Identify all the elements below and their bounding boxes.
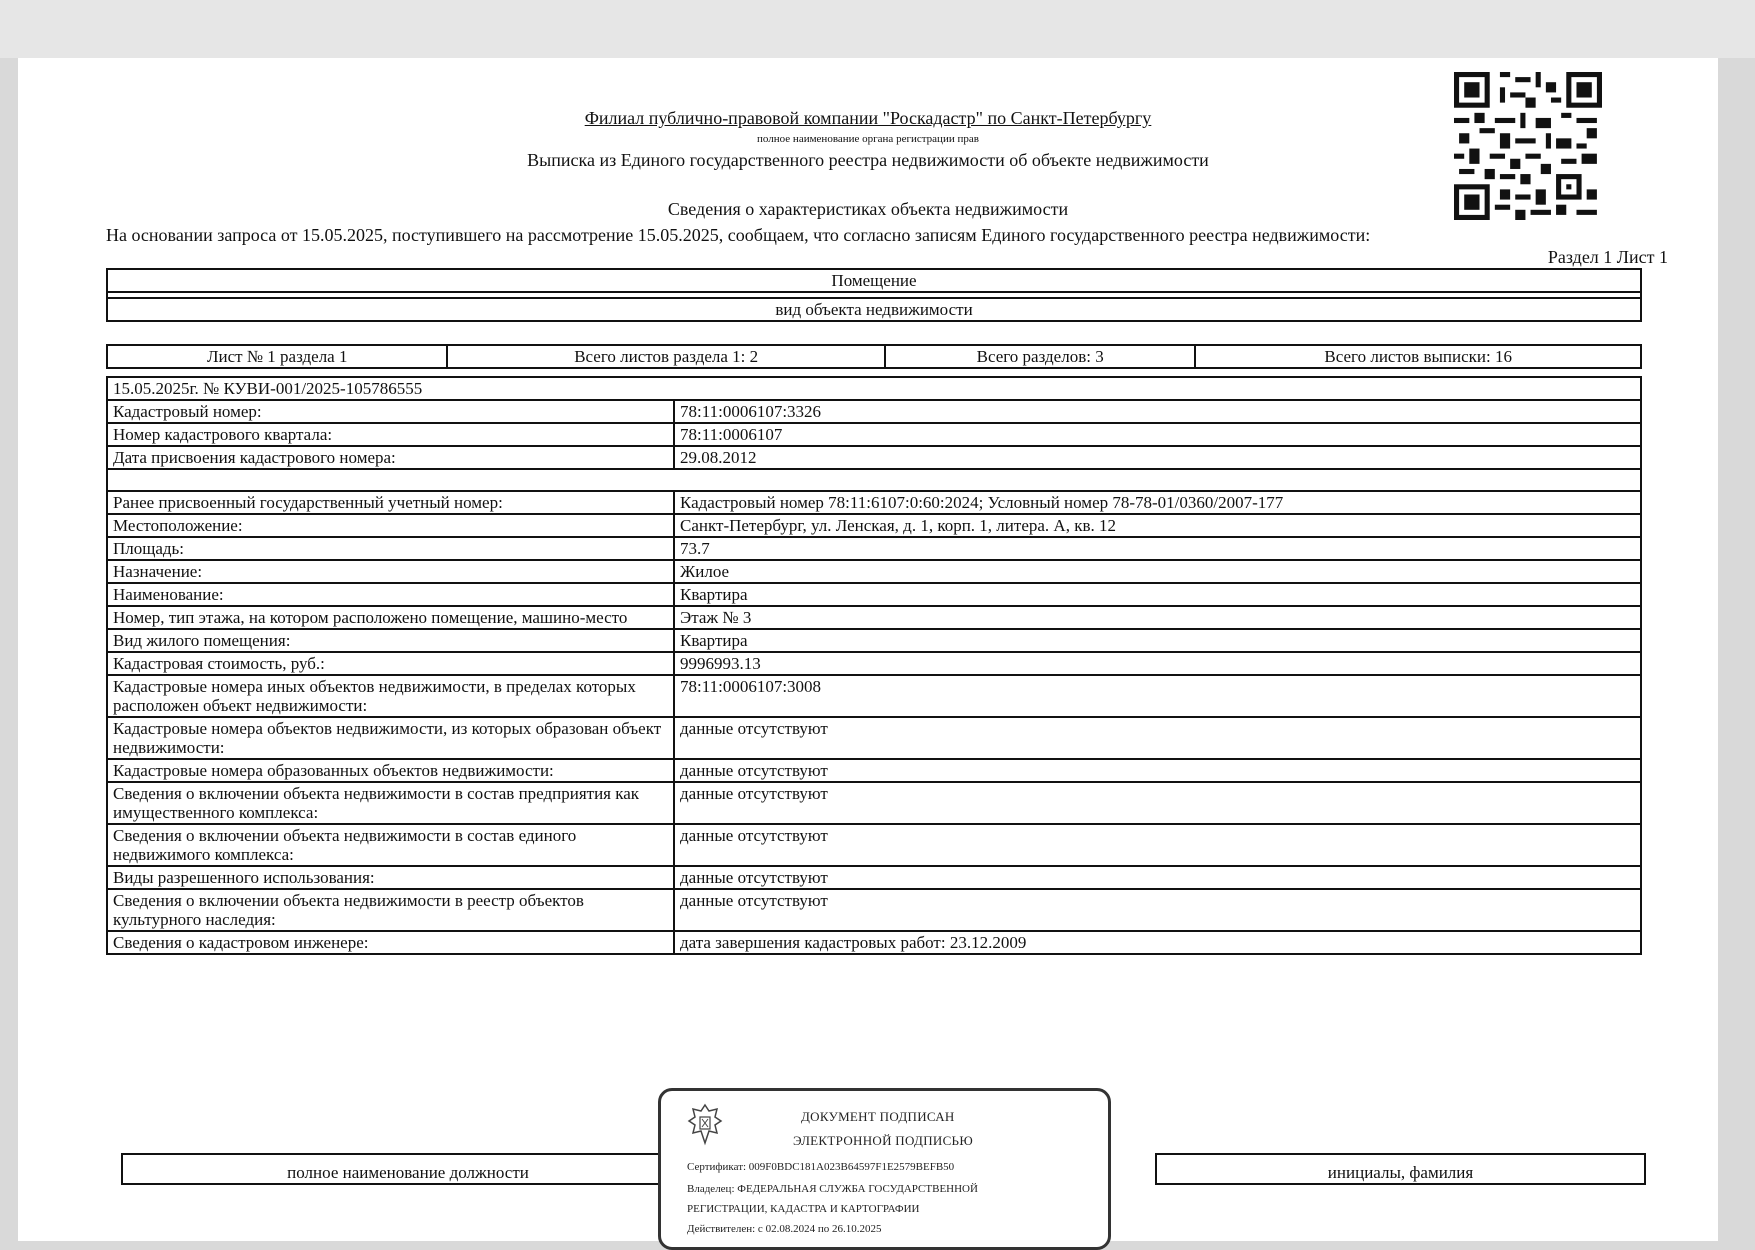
basis-text: На основании запроса от 15.05.2025, поступившего на рассмотрение 15.05.2025, сообщаем, что согласно записям Единого государственного реестра недвижимости: — [106, 225, 1371, 245]
row-label: Сведения о включении объекта недвижимости в состав предприятия как имущественного комплекса: — [107, 782, 674, 824]
row-label: Кадастровые номера объектов недвижимости, из которых образован объект недвижимости: — [107, 717, 674, 759]
row-value: 78:11:0006107:3008 — [674, 675, 1641, 717]
organization-name: Филиал публично-правовой компании "Роскадастр" по Санкт-Петербургу — [584, 108, 1152, 128]
total-sections: Всего разделов: 3 — [885, 345, 1195, 368]
row-label: Номер, тип этажа, на котором расположено помещение, машино-место — [107, 606, 674, 629]
row-value: Жилое — [674, 560, 1641, 583]
stamp-title-1: ДОКУМЕНТ ПОДПИСАН — [801, 1109, 955, 1124]
sheet-count-table — [106, 344, 1642, 369]
row-value: данные отсутствуют — [674, 717, 1641, 759]
position-caption: полное наименование должности — [122, 1154, 694, 1184]
row-value: 29.08.2012 — [674, 446, 1641, 469]
table-row — [107, 423, 1641, 446]
row-label: Кадастровые номера иных объектов недвижимости, в пределах которых расположен объект недвижимости: — [107, 675, 674, 717]
table-row — [107, 446, 1641, 469]
row-value: 78:11:0006107:3326 — [674, 400, 1641, 423]
row-value: Этаж № 3 — [674, 606, 1641, 629]
section-sheet-label: Раздел 1 Лист 1 — [1547, 247, 1668, 267]
row-label: Виды разрешенного использования: — [107, 866, 674, 889]
scan-background — [0, 0, 1755, 58]
table-row — [107, 889, 1641, 931]
table-row — [107, 537, 1641, 560]
table-row — [107, 629, 1641, 652]
row-value: данные отсутствуют — [674, 824, 1641, 866]
row-value: данные отсутствуют — [674, 866, 1641, 889]
row-value: Квартира — [674, 629, 1641, 652]
sheet-number: Лист № 1 раздела 1 — [107, 345, 447, 368]
row-label: Номер кадастрового квартала: — [107, 423, 674, 446]
table-row — [107, 782, 1641, 824]
row-label: Сведения о кадастровом инженере: — [107, 931, 674, 954]
table-row — [107, 675, 1641, 717]
row-value: Санкт-Петербург, ул. Ленская, д. 1, корп. 1, литера. А, кв. 12 — [674, 514, 1641, 537]
table-row — [107, 583, 1641, 606]
row-value: данные отсутствуют — [674, 889, 1641, 931]
document-title: Выписка из Единого государственного реестра недвижимости об объекте недвижимости — [527, 150, 1209, 170]
row-label: Сведения о включении объекта недвижимости в состав единого недвижимого комплекса: — [107, 824, 674, 866]
object-type-table — [106, 268, 1642, 322]
total-extract-sheets: Всего листов выписки: 16 — [1195, 345, 1641, 368]
stamp-owner-2: РЕГИСТРАЦИИ, КАДАСТРА И КАРТОГРАФИИ — [687, 1203, 920, 1215]
record-id: 15.05.2025г. № КУВИ-001/2025-105786555 — [107, 377, 1641, 400]
table-row — [107, 824, 1641, 866]
stamp-owner: Владелец: ФЕДЕРАЛЬНАЯ СЛУЖБА ГОСУДАРСТВЕННОЙ — [687, 1183, 978, 1195]
row-value: Квартира — [674, 583, 1641, 606]
row-label: Ранее присвоенный государственный учетный номер: — [107, 491, 674, 514]
total-section-sheets: Всего листов раздела 1: 2 — [447, 345, 884, 368]
row-value: данные отсутствуют — [674, 782, 1641, 824]
object-type-value: Помещение — [107, 269, 1641, 292]
row-label: Кадастровый номер: — [107, 400, 674, 423]
table-row — [107, 560, 1641, 583]
coat-of-arms-icon — [687, 1103, 723, 1147]
row-value: Кадастровый номер 78:11:6107:0:60:2024; Условный номер 78-78-01/0360/2007-177 — [674, 491, 1641, 514]
row-label: Сведения о включении объекта недвижимости в реестр объектов культурного наследия: — [107, 889, 674, 931]
object-type-caption: вид объекта недвижимости — [107, 298, 1641, 321]
section-title: Сведения о характеристиках объекта недвижимости — [667, 199, 1069, 219]
document-page — [18, 58, 1718, 1241]
row-value: 78:11:0006107 — [674, 423, 1641, 446]
stamp-certificate: Сертификат: 009F0BDC181A023B64597F1E2579BEFB50 — [687, 1161, 955, 1173]
row-value: 73.7 — [674, 537, 1641, 560]
row-label: Кадастровая стоимость, руб.: — [107, 652, 674, 675]
row-label: Вид жилого помещения: — [107, 629, 674, 652]
property-table — [106, 376, 1642, 955]
row-label: Назначение: — [107, 560, 674, 583]
table-row — [107, 491, 1641, 514]
name-caption: инициалы, фамилия — [1156, 1154, 1645, 1184]
row-label: Местоположение: — [107, 514, 674, 537]
table-row — [107, 931, 1641, 954]
table-row — [107, 606, 1641, 629]
stamp-validity: Действителен: с 02.08.2024 по 26.10.2025 — [687, 1223, 882, 1235]
table-row — [107, 717, 1641, 759]
qr-code-icon — [1454, 72, 1602, 220]
table-row — [107, 759, 1641, 782]
row-label: Дата присвоения кадастрового номера: — [107, 446, 674, 469]
row-value: дата завершения кадастровых работ: 23.12.2009 — [674, 931, 1641, 954]
electronic-signature-stamp — [658, 1088, 1111, 1250]
table-row — [107, 400, 1641, 423]
organization-caption: полное наименование органа регистрации прав — [757, 133, 979, 145]
table-row — [107, 652, 1641, 675]
table-row — [107, 514, 1641, 537]
row-label: Кадастровые номера образованных объектов недвижимости: — [107, 759, 674, 782]
row-value: данные отсутствуют — [674, 759, 1641, 782]
row-value: 9996993.13 — [674, 652, 1641, 675]
stamp-title-2: ЭЛЕКТРОННОЙ ПОДПИСЬЮ — [793, 1133, 973, 1148]
row-label: Площадь: — [107, 537, 674, 560]
row-label: Наименование: — [107, 583, 674, 606]
table-row — [107, 866, 1641, 889]
separator-row — [107, 469, 1641, 491]
